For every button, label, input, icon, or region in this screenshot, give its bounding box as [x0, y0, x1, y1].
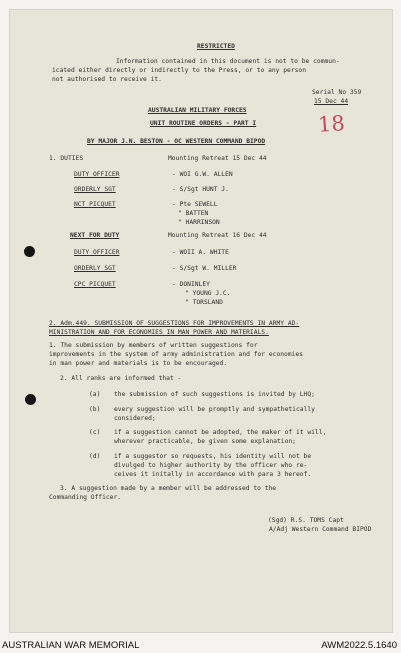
duty-label: DUTY OFFICER [74, 249, 120, 256]
duty-label: CPC PICQUET [74, 281, 116, 288]
orders-title: UNIT ROUTINE ORDERS - PART I [150, 120, 257, 127]
item-text: wherever practicable, be given some explanation; [114, 438, 296, 445]
item-text: if a suggestion cannot be adopted, the maker of it will, [114, 429, 327, 436]
duty-label: ORDERLY SGT [74, 265, 116, 272]
duty-value: - S/Sgt HUNT J. [172, 186, 229, 193]
duty-value: - WOI G.W. ALLEN [172, 171, 233, 178]
duty-label: DUTY OFFICER [74, 171, 120, 178]
duty-value: - WOII A. WHITE [172, 249, 229, 256]
item-text: considered; [114, 415, 156, 422]
item-text: divulged to higher authority by the officer who re- [114, 462, 308, 469]
classification-heading: RESTRICTED [197, 43, 235, 50]
warning-line-3: not authorised to receive it. [52, 76, 162, 83]
archive-footer [0, 636, 401, 653]
para-1-line: in man power and materials is to be encouraged. [49, 360, 228, 367]
item-letter: (a) [89, 391, 101, 398]
para-1-line: improvements in the system of army administration and for economies [49, 351, 304, 358]
force-title: AUSTRALIAN MILITARY FORCES [148, 107, 247, 114]
signature-title: A/Adj Western Command BIPOD [269, 526, 372, 533]
punch-hole-top [24, 246, 35, 257]
para-2-line: 2. All ranks are informed that - [60, 375, 182, 382]
item-text: ceives it initally in accordance with para 3 hereof. [114, 471, 312, 478]
next-for-duty-label: NEXT FOR DUTY [70, 232, 120, 239]
serial-date: 15 Dec 44 [314, 98, 349, 105]
punch-hole-bottom [25, 394, 36, 405]
para-1-line: 1. The submission by members of written suggestions for [49, 342, 258, 349]
para-3-line: Commanding Officer. [49, 494, 122, 501]
duty-label: ORDERLY SGT [74, 186, 116, 193]
picquet-member: " BATTEN [178, 210, 209, 217]
issued-by-line: BY MAJOR J.N. BESTON - OC WESTERN COMMAND BIPOD [87, 138, 266, 145]
item-letter: (c) [89, 429, 101, 436]
warning-line-2: icated either directly or indirectly to the Press, or to any person [52, 67, 307, 74]
warning-line-1: Information contained in this document is not to be commun- [116, 58, 340, 65]
duty-value: - Pte SEWELL [172, 201, 218, 208]
duty-value: - S/Sgt W. MILLER [172, 265, 237, 272]
serial-number: Serial No 359 [312, 89, 362, 96]
duty-label: NCT PICQUET [74, 201, 116, 208]
footer-accession-number: AWM2022.5.1640 [321, 640, 397, 651]
duties-heading: 1. DUTIES [49, 155, 84, 162]
item-text: every suggestion will be promptly and sympathetically [114, 406, 315, 413]
next-duty-date: Mounting Retreat 16 Dec 44 [168, 232, 267, 239]
signature-line: (Sgd) R.S. TOMS Capt [268, 517, 344, 524]
item-text: the submission of such suggestions is invited by LHQ; [114, 391, 315, 398]
section-2-heading: MINISTRATION AND FOR ECONOMIES IN MAN POWER AND MATERIALS. [49, 329, 269, 336]
handwritten-number: 18 [317, 111, 346, 137]
footer-institution: AUSTRALIAN WAR MEMORIAL [2, 640, 140, 651]
section-2-heading: 2. Adm.449. SUBMISSION OF SUGGESTIONS FOR IMPROVEMENTS IN ARMY AD- [49, 320, 300, 327]
duty-value: - DONINLEY [172, 281, 210, 288]
item-text: if a suggestor so requests, his identity will not be [114, 453, 312, 460]
item-letter: (d) [89, 453, 101, 460]
duties-current-date: Mounting Retreat 15 Dec 44 [168, 155, 267, 162]
picquet-member: " TORSLAND [185, 299, 223, 306]
para-3-line: 3. A suggestion made by a member will be addressed to the [60, 485, 277, 492]
picquet-member: " YOUNG J.C. [185, 290, 231, 297]
item-letter: (b) [89, 406, 101, 413]
picquet-member: " HARRINSON [178, 219, 220, 226]
